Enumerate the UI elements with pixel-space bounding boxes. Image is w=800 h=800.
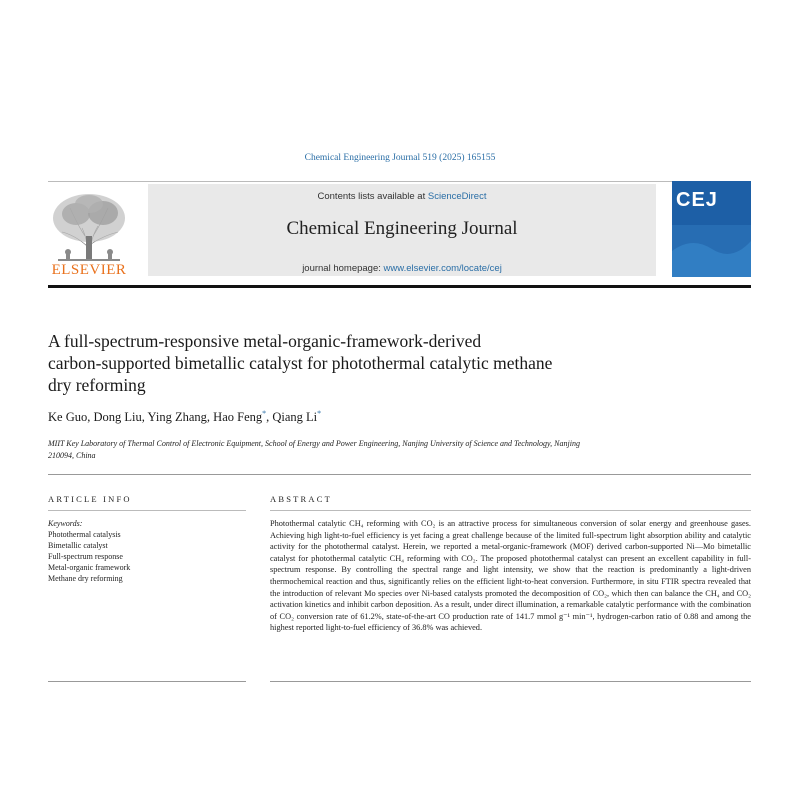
corresponding-author-mark[interactable]: * xyxy=(262,409,267,418)
keywords-block xyxy=(48,518,130,584)
sciencedirect-link[interactable]: ScienceDirect xyxy=(427,191,487,202)
author-name[interactable]: Ying Zhang xyxy=(147,410,207,425)
contents-line xyxy=(148,191,656,202)
paper-title xyxy=(48,330,698,396)
abstract-rule xyxy=(270,510,751,511)
title-line: dry reforming xyxy=(48,375,146,395)
author-name[interactable]: Dong Liu xyxy=(93,410,142,425)
journal-title: Chemical Engineering Journal xyxy=(286,218,518,239)
elsevier-wordmark: ELSEVIER xyxy=(51,262,127,278)
corresponding-author-mark[interactable]: * xyxy=(317,409,322,418)
author-name[interactable]: Ke Guo xyxy=(48,410,88,425)
section-divider xyxy=(48,474,751,475)
abstract-text: Photothermal catalytic CH₄ reforming with CO₂ is an attractive process for simultaneous conversion of solar energy and greenhouse gases. Achieving high light-to-fuel efficiency is yet facing a great challenge because of the limited full-spectrum light absorption ability and catalytic activity for the photothermal catalyst. Herein, we reported a metal-organic-framework (MOF) derived carbon-supported Ni—Mo bimetallic catalyst for photothermal catalytic CH₄ reforming with CO₂. The proposed photothermal catalyst can present an excellent capability in full-spectrum response. By controlling the spectral range and light intensity, we show that the reaction is predominantly a light-driven thermochemical reaction and thus, significantly relies on the efficient light-to-heat conversion. Furthermore, in situ FTIR spectra revealed that the introduction of relevant Mo species over Ni-based catalysts promoted the decomposition of CO₂, which then can balance the CH₄ and CO₂ activation kinetics and inhibit carbon deposition. As a result, under direct illumination, a remarkable catalytic performance with the combination of CO₂ conversion rate of 61.2%, state-of-the-art CO production rate of 141.7 mmol g⁻¹ min⁻¹, hydrogen-carbon ratio of 0.88 and among the highest reported light-to-fuel efficiency of 36.8% was achieved. xyxy=(270,519,751,633)
article-info-heading: ARTICLE INFO xyxy=(48,494,132,504)
affiliation xyxy=(48,438,668,461)
affiliation-line: 210094, China xyxy=(48,450,96,460)
abstract-bottom-rule xyxy=(270,681,751,682)
contents-prefix: Contents lists available at xyxy=(317,191,428,202)
keywords-label: Keywords: xyxy=(48,519,83,528)
homepage-prefix: journal homepage: xyxy=(302,263,384,274)
author-name[interactable]: Hao Feng xyxy=(213,410,263,425)
title-line: carbon-supported bimetallic catalyst for photothermal catalytic methane xyxy=(48,353,553,373)
keyword-item: Metal-organic framework xyxy=(48,563,131,572)
header-bottom-rule xyxy=(48,285,751,288)
author-name[interactable]: Qiang Li xyxy=(272,410,318,425)
keyword-item: Methane dry reforming xyxy=(48,574,123,583)
title-line: A full-spectrum-responsive metal-organic-framework-derived xyxy=(48,331,482,351)
cover-abbrev: CEJ xyxy=(676,189,718,211)
keyword-item: Photothermal catalysis xyxy=(48,530,121,539)
keyword-item: Bimetallic catalyst xyxy=(48,541,108,550)
article-info-bottom-rule xyxy=(48,681,246,682)
abstract-heading: ABSTRACT xyxy=(270,494,332,504)
affiliation-line: MIIT Key Laboratory of Thermal Control of Electronic Equipment, School of Energy and Power Engineering, Nanjing University of Science and Technology, Nanjing xyxy=(48,439,580,448)
keyword-item: Full-spectrum response xyxy=(48,552,123,561)
homepage-line xyxy=(148,263,656,274)
homepage-link[interactable]: www.elsevier.com/locate/cej xyxy=(383,263,502,274)
journal-citation[interactable]: Chemical Engineering Journal 519 (2025) 165155 xyxy=(304,153,496,163)
author-list: Ke Guo, Dong Liu, Ying Zhang, Hao Feng*, Qiang Li* xyxy=(48,409,322,425)
article-info-rule xyxy=(48,510,246,511)
header-top-rule xyxy=(48,181,751,182)
